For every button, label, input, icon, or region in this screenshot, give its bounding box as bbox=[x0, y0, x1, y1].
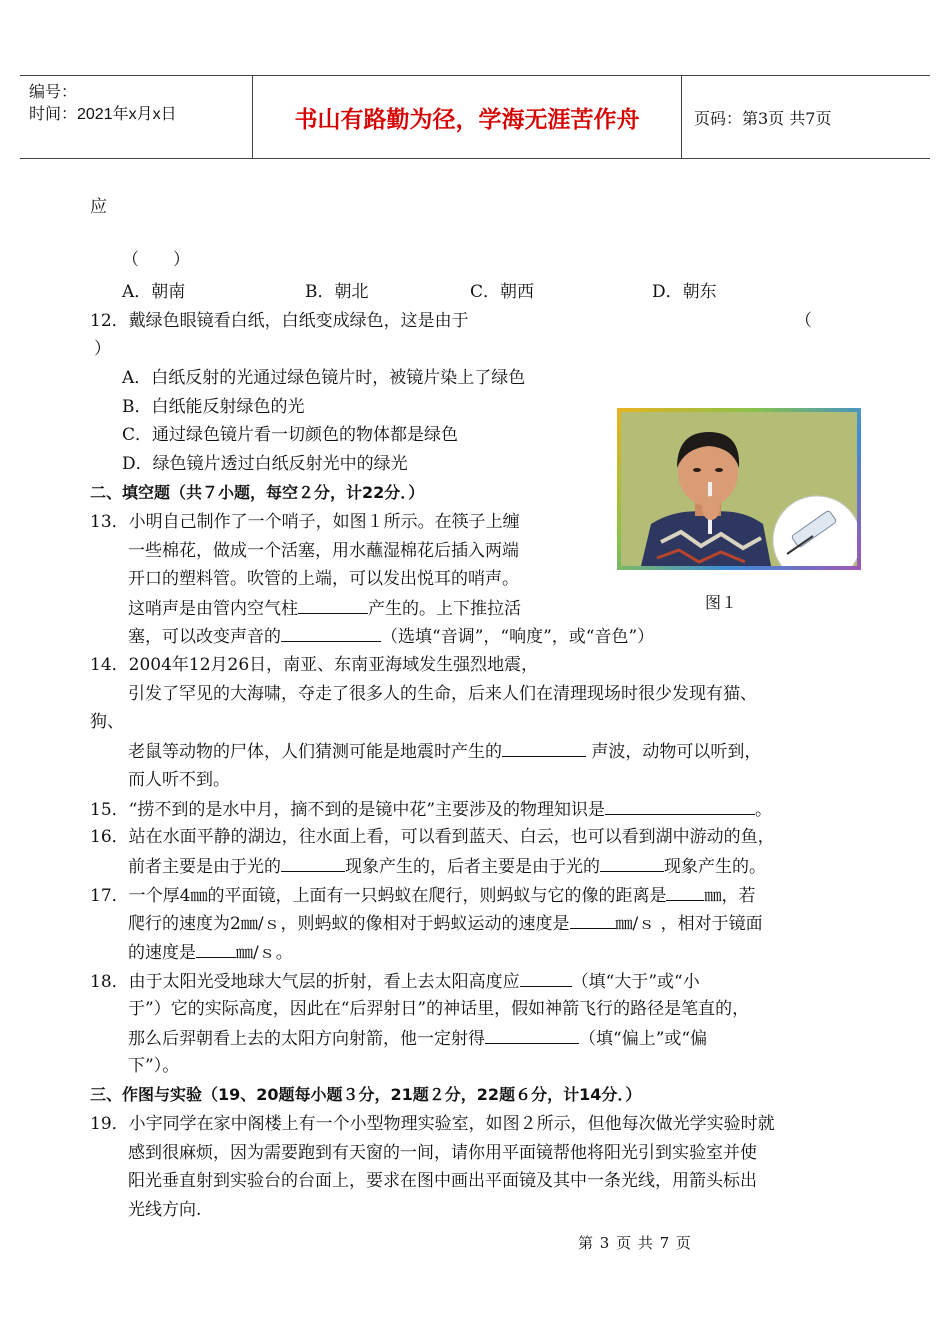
text-line: 感到很麻烦，因为需要跑到有天窗的一间，请你用平面镜帮他将阳光引到实验室并使 bbox=[128, 1143, 757, 1163]
section-heading-2: 二、填空题（共７小题，每空２分，计22分．） bbox=[90, 483, 425, 502]
text-line: 阳光垂直射到实验台的台面上，要求在图中画出平面镜及其中一条光线，用箭头标出 bbox=[128, 1171, 757, 1191]
question-14: 14．2004年12月26日，南亚、东南亚海域发生强烈地震， bbox=[90, 655, 539, 675]
text-segment: 18．由于太阳光受地球大气层的折射，看上去太阳高度应 bbox=[90, 972, 520, 992]
question-18 bbox=[90, 970, 700, 993]
answer-blank[interactable] bbox=[666, 884, 704, 901]
text-segment: 老鼠等动物的尸体，人们猜测可能是地震时产生的 bbox=[128, 742, 502, 762]
text-segment: （填“偏上”或“偏 bbox=[579, 1029, 708, 1049]
figure-1-caption: 图１ bbox=[705, 593, 738, 612]
text-segment: ㎜/ｓ。 bbox=[236, 943, 293, 963]
question-12: 12．戴绿色眼镜看白纸，白纸变成绿色，这是由于 bbox=[90, 311, 469, 331]
answer-blank[interactable] bbox=[570, 912, 616, 929]
header-page-label: 页码：第3页 共7页 bbox=[694, 108, 832, 128]
question-13: 13．小明自己制作了一个哨子，如图１所示。在筷子上缠 bbox=[90, 512, 520, 532]
question-15 bbox=[90, 798, 772, 821]
page-header bbox=[20, 75, 930, 159]
answer-blank[interactable] bbox=[196, 941, 236, 958]
text-segment: 这哨声是由管内空气柱 bbox=[128, 599, 298, 619]
text-line bbox=[128, 912, 763, 935]
text-segment: 的速度是 bbox=[128, 943, 196, 963]
text-segment: （填“大于”或“小 bbox=[571, 972, 700, 992]
text-segment: 塞，可以改变声音的 bbox=[128, 627, 281, 647]
question-16: 16．站在水面平静的湖边，往水面上看，可以看到蓝天、白云，也可以看到湖中游动的鱼， bbox=[90, 827, 775, 847]
text-line: 而人听不到。 bbox=[128, 770, 230, 790]
text-segment: 现象产生的。 bbox=[664, 857, 766, 877]
text-line bbox=[128, 941, 293, 964]
text-segment: ㎜/ｓ ，相对于镜面 bbox=[615, 914, 763, 934]
answer-blank[interactable] bbox=[605, 798, 755, 815]
text-segment: 产生的。上下推拉活 bbox=[368, 599, 521, 619]
answer-paren: （ ） bbox=[122, 250, 190, 270]
question-17 bbox=[90, 884, 755, 907]
answer-blank[interactable] bbox=[502, 740, 586, 757]
figure-1-photo bbox=[617, 408, 861, 570]
answer-blank[interactable] bbox=[281, 625, 381, 642]
section-heading-3: 三、作图与实验（19、20题每小题３分，21题２分，22题６分，计14分．） bbox=[90, 1085, 642, 1104]
text-line bbox=[128, 740, 761, 763]
text-line: 引发了罕见的大海啸，夺走了很多人的生命，后来人们在清理现场时很少发现有猫、 bbox=[128, 684, 757, 704]
answer-paren-open: （ bbox=[795, 311, 812, 331]
text-line bbox=[128, 855, 766, 878]
header-left bbox=[20, 76, 252, 158]
option-d: D．绿色镜片透过白纸反射光中的绿光 bbox=[122, 454, 408, 474]
text-line: 开口的塑料管。吹管的上端，可以发出悦耳的哨声。 bbox=[128, 569, 519, 589]
header-motto: 书山有路勤为径，学海无涯苦作舟 bbox=[252, 76, 682, 158]
option-d: D．朝东 bbox=[652, 282, 717, 302]
option-a: A．朝南 bbox=[122, 282, 186, 302]
text-segment: 声波，动物可以听到， bbox=[586, 742, 762, 762]
text-segment: 现象产生的，后者主要是由于光的 bbox=[345, 857, 600, 877]
option-b: B．白纸能反射绿色的光 bbox=[122, 397, 305, 417]
whistle-boy-illustration bbox=[621, 412, 857, 566]
text-line: 下”）。 bbox=[128, 1056, 180, 1076]
answer-paren-close: ） bbox=[94, 339, 111, 359]
answer-blank[interactable] bbox=[520, 970, 572, 987]
text-line: 狗、 bbox=[90, 712, 124, 732]
text-segment: 前者主要是由于光的 bbox=[128, 857, 281, 877]
text-line: 光线方向. bbox=[128, 1200, 202, 1220]
answer-blank[interactable] bbox=[298, 597, 368, 614]
answer-blank[interactable] bbox=[600, 855, 664, 872]
text-segment: 。 bbox=[755, 800, 773, 820]
text-segment: 爬行的速度为2㎜/ｓ，则蚂蚁的像相对于蚂蚁运动的速度是 bbox=[128, 914, 570, 934]
option-b: B．朝北 bbox=[305, 282, 369, 302]
text-line: 于”）它的实际高度，因此在“后羿射日”的神话里，假如神箭飞行的路径是笔直的， bbox=[128, 999, 750, 1019]
serial-label: 编号： bbox=[29, 84, 78, 101]
text-segment: ㎜，若 bbox=[704, 886, 756, 906]
text-line bbox=[128, 597, 521, 620]
text-segment: 17．一个厚4㎜的平面镜，上面有一只蚂蚁在爬行，则蚂蚁与它的像的距离是 bbox=[90, 886, 667, 906]
text-line: 一些棉花，做成一个活塞，用水蘸湿棉花后插入两端 bbox=[128, 541, 519, 561]
answer-blank[interactable] bbox=[281, 855, 345, 872]
option-c: C．朝西 bbox=[470, 282, 535, 302]
option-a: A．白纸反射的光通过绿色镜片时，被镜片染上了绿色 bbox=[122, 368, 526, 388]
text-segment: 15．“捞不到的是水中月，摘不到的是镜中花”主要涉及的物理知识是 bbox=[90, 800, 606, 820]
text-segment: 那么后羿朝看上去的太阳方向射箭，他一定射得 bbox=[128, 1029, 485, 1049]
text-line: 应 bbox=[90, 197, 107, 217]
text-line bbox=[128, 625, 654, 648]
question-19: 19．小宇同学在家中阁楼上有一个小型物理实验室，如图２所示，但他每次做光学实验时就 bbox=[90, 1114, 775, 1134]
text-line bbox=[128, 1027, 707, 1050]
time-label: 时间：2021年x月x日 bbox=[29, 106, 177, 123]
answer-blank[interactable] bbox=[485, 1027, 579, 1044]
text-segment: （选填“音调”，“响度”，或“音色”） bbox=[381, 627, 655, 647]
option-c: C．通过绿色镜片看一切颜色的物体都是绿色 bbox=[122, 425, 459, 445]
page-footer: 第 3 页 共 7 页 bbox=[578, 1234, 692, 1252]
